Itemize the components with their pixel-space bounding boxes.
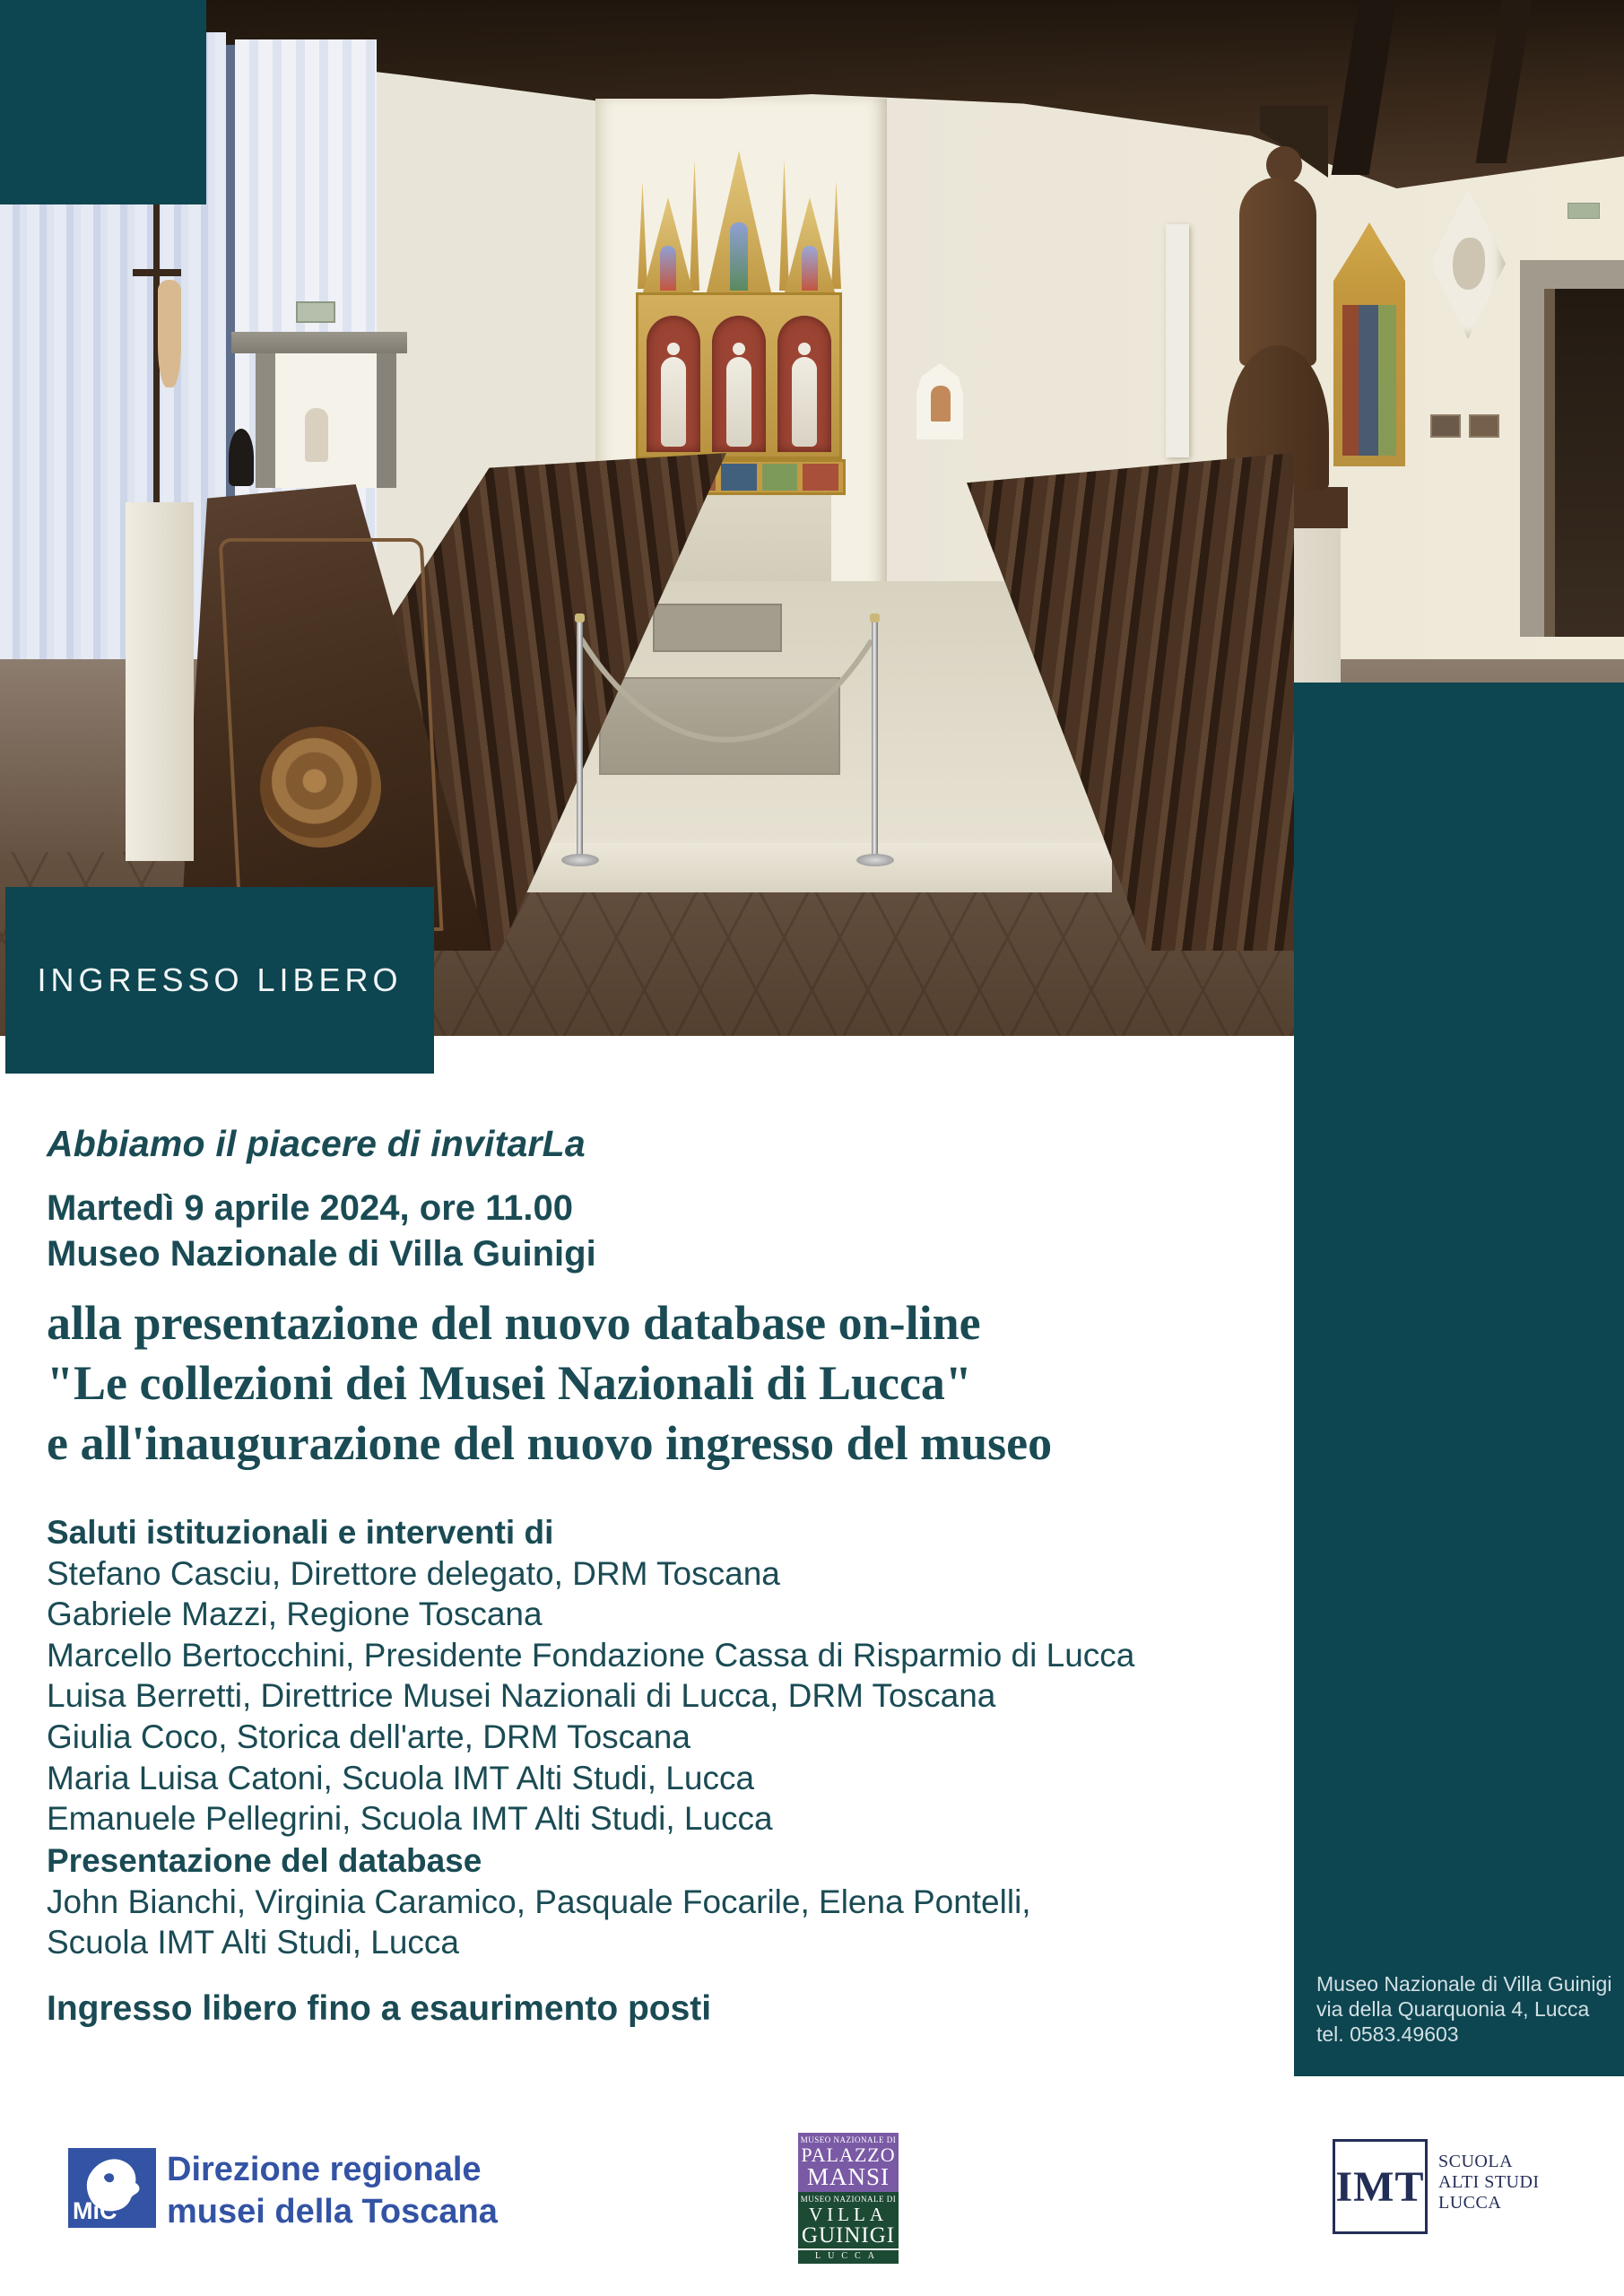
- logo-villa: VILLA: [809, 2204, 888, 2225]
- address-line: Museo Nazionale di Villa Guinigi: [1316, 1972, 1612, 1996]
- speaker: Emanuele Pellegrini, Scuola IMT Alti Studi, Lucca: [47, 1800, 773, 1838]
- imt-line: ALTI STUDI: [1438, 2172, 1540, 2192]
- speaker: Maria Luisa Catoni, Scuola IMT Alti Studi, Lucca: [47, 1759, 755, 1796]
- presenter-line: Scuola IMT Alti Studi, Lucca: [47, 1924, 459, 1961]
- logo-lucca: LUCCA: [815, 2251, 881, 2261]
- corner-accent-block: [0, 0, 206, 204]
- title-line: e all'inaugurazione del nuovo ingresso del museo: [47, 1416, 1053, 1470]
- address-line: tel. 0583.49603: [1316, 2022, 1459, 2046]
- title-line: alla presentazione del nuovo database on-line: [47, 1296, 981, 1350]
- logo-small-caps: MUSEO NAZIONALE DI: [800, 2135, 897, 2144]
- presentation-header: Presentazione del database: [47, 1842, 482, 1879]
- presentation-section: [47, 1840, 1031, 1963]
- logo-small-caps: MUSEO NAZIONALE DI: [800, 2195, 897, 2204]
- greetings-section: [47, 1512, 1134, 1839]
- mic-line: musei della Toscana: [167, 2193, 498, 2231]
- invitation-intro: Abbiamo il piacere di invitarLa: [47, 1123, 586, 1164]
- villa-guinigi-block: [798, 2192, 899, 2248]
- logo-mansi: MANSI: [806, 2163, 890, 2190]
- speaker: Marcello Bertocchini, Presidente Fondazione Cassa di Risparmio di Lucca: [47, 1636, 1135, 1674]
- musei-nazionali-logo: [798, 2133, 899, 2261]
- barrier-post-cap: [870, 613, 880, 622]
- free-entry-banner: [5, 887, 434, 1074]
- lucca-strip: [798, 2248, 899, 2264]
- barrier-post-base: [856, 854, 894, 866]
- speaker: Gabriele Mazzi, Regione Toscana: [47, 1596, 543, 1633]
- side-accent-column: [1294, 683, 1624, 2076]
- barrier-post-base: [561, 854, 599, 866]
- speaker: Luisa Berretti, Direttrice Musei Nazionali di Lucca, DRM Toscana: [47, 1677, 996, 1715]
- speaker: Stefano Casciu, Direttore delegato, DRM Toscana: [47, 1554, 780, 1592]
- imt-line: SCUOLA: [1438, 2152, 1514, 2171]
- imt-acronym: IMT: [1335, 2162, 1425, 2211]
- mic-logo: [68, 2148, 156, 2228]
- logo-guinigi: GUINIGI: [801, 2223, 896, 2248]
- event-datetime-block: [47, 1186, 596, 1277]
- speaker: Giulia Coco, Storica dell'arte, DRM Toscana: [47, 1718, 690, 1755]
- mic-logo-text: [167, 2149, 498, 2233]
- mic-acronym: MiC: [73, 2197, 117, 2224]
- banner-label: INGRESSO LIBERO: [37, 961, 403, 998]
- mic-line: Direzione regionale: [167, 2151, 482, 2188]
- barrier-post: [577, 619, 583, 863]
- imt-logo-text: [1438, 2152, 1540, 2213]
- imt-line: LUCCA: [1438, 2193, 1502, 2213]
- event-date: Martedì 9 aprile 2024, ore 11.00: [47, 1188, 574, 1228]
- venue-address: [1316, 1971, 1612, 2047]
- address-line: via della Quarquonia 4, Lucca: [1316, 1997, 1590, 2021]
- barrier-post: [872, 619, 878, 863]
- barrier-post-cap: [575, 613, 585, 622]
- title-line: "Le collezioni dei Musei Nazionali di Lucca": [47, 1356, 972, 1410]
- event-title: [47, 1293, 1052, 1474]
- greetings-header: Saluti istituzionali e interventi di: [47, 1514, 554, 1551]
- presenter-line: John Bianchi, Virginia Caramico, Pasquale Focarile, Elena Pontelli,: [47, 1883, 1031, 1920]
- event-venue: Museo Nazionale di Villa Guinigi: [47, 1234, 596, 1274]
- logo-palazzo: PALAZZO: [801, 2144, 896, 2166]
- palazzo-mansi-block: [798, 2133, 899, 2192]
- free-entry-note: Ingresso libero fino a esaurimento posti: [47, 1989, 712, 2028]
- imt-logo: [1333, 2139, 1428, 2234]
